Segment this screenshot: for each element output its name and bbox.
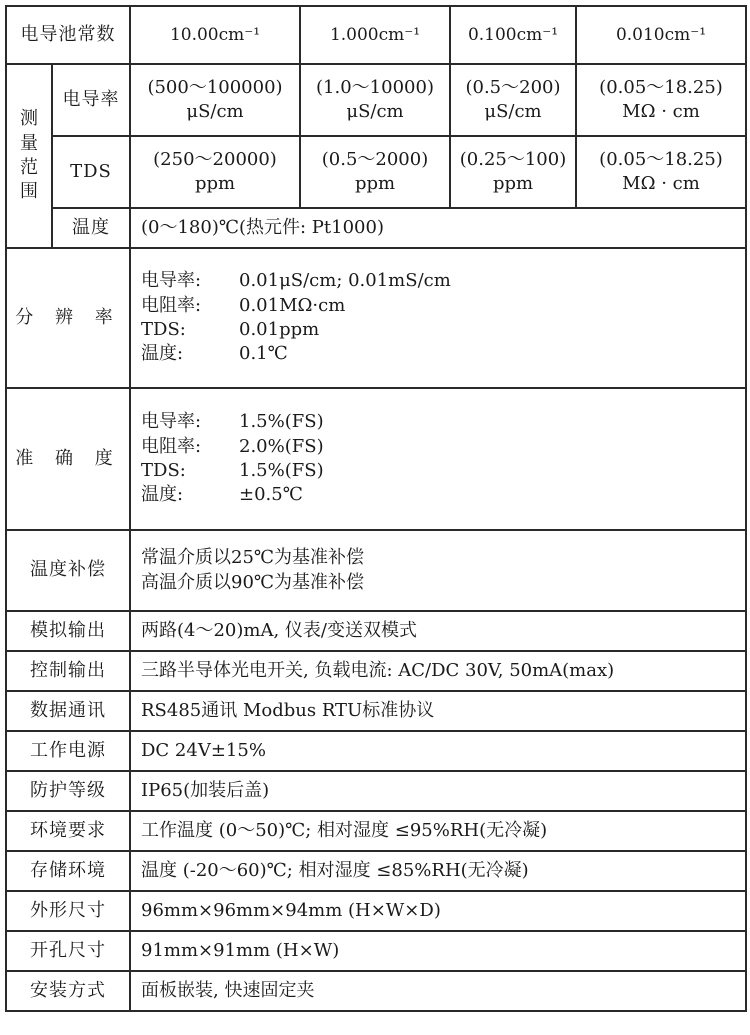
range-temperature-label: 温度 [52, 208, 130, 248]
range-tds-row [6, 136, 746, 208]
header-row [6, 6, 746, 64]
spec-row [6, 851, 746, 891]
resolution-line [141, 294, 745, 318]
range-unit: ppm [354, 173, 396, 194]
range-tds-cell [576, 136, 746, 208]
range-unit: μS/cm [484, 101, 542, 122]
range-group-char: 测 [20, 108, 38, 130]
range-unit: μS/cm [186, 101, 244, 122]
accuracy-label: 准 确 度 [6, 388, 130, 530]
resolution-key: TDS: [141, 319, 186, 340]
accuracy-key: TDS: [141, 460, 186, 481]
temp-comp-label: 温度补偿 [6, 530, 130, 611]
range-value: (0.05～18.25) [599, 148, 723, 170]
accuracy-value: 2.0%(FS) [239, 435, 324, 457]
spec-row-label: 控制输出 [6, 651, 130, 691]
spec-row-label: 安装方式 [6, 971, 130, 1011]
range-conductivity-cell [576, 64, 746, 136]
spec-row-value: RS485通讯 Modbus RTU标准协议 [130, 691, 746, 731]
resolution-key: 温度: [141, 343, 184, 365]
accuracy-line [141, 435, 745, 459]
range-temperature-row [6, 208, 746, 248]
resolution-label: 分 辨 率 [6, 248, 130, 388]
cell-constant-label: 电导池常数 [6, 6, 130, 64]
spec-row-value: 91mm×91mm (H×W) [130, 931, 746, 971]
resolution-key: 电导率: [141, 270, 202, 292]
range-value: (0.25～100) [459, 148, 567, 170]
accuracy-line [141, 459, 745, 483]
spec-row-label: 存储环境 [6, 851, 130, 891]
spec-row [6, 651, 746, 691]
spec-row [6, 931, 746, 971]
spec-row-label: 环境要求 [6, 811, 130, 851]
range-value: (0.5～2000) [321, 148, 429, 170]
spec-row [6, 771, 746, 811]
accuracy-key: 温度: [141, 484, 184, 506]
spec-row [6, 731, 746, 771]
range-unit: MΩ · cm [622, 173, 700, 194]
spec-row-label: 防护等级 [6, 771, 130, 811]
range-conductivity-row [6, 64, 746, 136]
resolution-value: 0.01ppm [239, 319, 320, 340]
temp-comp-row [6, 530, 746, 611]
spec-row [6, 611, 746, 651]
range-group-char: 围 [20, 181, 38, 203]
spec-row-value: IP65(加装后盖) [130, 771, 746, 811]
range-value: (0.05～18.25) [599, 76, 723, 98]
range-value: (0.5～200) [465, 76, 561, 98]
accuracy-key: 电导率: [141, 411, 202, 433]
spec-row [6, 971, 746, 1011]
cell-constant-2: 1.000cm⁻¹ [300, 6, 450, 64]
spec-row-value: 96mm×96mm×94mm (H×W×D) [130, 891, 746, 931]
resolution-values [130, 248, 746, 388]
accuracy-value: ±0.5℃ [239, 484, 303, 506]
spec-row-value: 温度 (-20～60)℃; 相对湿度 ≤85%RH(无冷凝) [130, 851, 746, 891]
range-conductivity-label: 电导率 [52, 64, 130, 136]
resolution-line [141, 269, 745, 293]
temp-comp-values [130, 530, 746, 611]
temp-comp-line: 高温介质以90℃为基准补偿 [141, 571, 365, 593]
spec-row-label: 外形尺寸 [6, 891, 130, 931]
range-tds-label: TDS [52, 136, 130, 208]
range-unit: ppm [194, 173, 236, 194]
range-unit: MΩ · cm [622, 101, 700, 122]
resolution-line [141, 318, 745, 342]
cell-constant-3: 0.100cm⁻¹ [450, 6, 576, 64]
temp-comp-line: 常温介质以25℃为基准补偿 [141, 547, 365, 569]
resolution-key: 电阻率: [141, 294, 202, 316]
range-value: (500～100000) [147, 76, 283, 98]
accuracy-values [130, 388, 746, 530]
range-tds-cell [450, 136, 576, 208]
spec-row-label: 工作电源 [6, 731, 130, 771]
resolution-value: 0.01μS/cm; 0.01mS/cm [239, 270, 451, 292]
accuracy-value: 1.5%(FS) [239, 460, 324, 481]
range-tds-cell [300, 136, 450, 208]
range-conductivity-cell [130, 64, 300, 136]
range-value: (1.0～10000) [316, 76, 434, 98]
range-group-label [6, 64, 52, 248]
range-conductivity-cell [450, 64, 576, 136]
resolution-value: 0.1℃ [239, 343, 288, 365]
spec-row-value: 三路半导体光电开关, 负载电流: AC/DC 30V, 50mA(max) [130, 651, 746, 691]
range-group-char: 范 [20, 157, 38, 178]
accuracy-row [6, 388, 746, 530]
spec-row [6, 891, 746, 931]
range-unit: ppm [492, 173, 534, 194]
accuracy-line [141, 483, 745, 507]
spec-row-label: 开孔尺寸 [6, 931, 130, 971]
range-value: (250～20000) [153, 148, 277, 170]
cell-constant-4: 0.010cm⁻¹ [576, 6, 746, 64]
spec-row-value: DC 24V±15% [130, 731, 746, 771]
spec-row-label: 数据通讯 [6, 691, 130, 731]
spec-row-label: 模拟输出 [6, 611, 130, 651]
range-group-char: 量 [20, 132, 38, 154]
spec-row-value: 面板嵌装, 快速固定夹 [130, 971, 746, 1011]
accuracy-key: 电阻率: [141, 435, 202, 457]
spec-row-value: 工作温度 (0～50)℃; 相对湿度 ≤95%RH(无冷凝) [130, 811, 746, 851]
accuracy-value: 1.5%(FS) [239, 411, 324, 433]
range-unit: μS/cm [346, 101, 404, 122]
range-tds-cell [130, 136, 300, 208]
spec-row [6, 811, 746, 851]
spec-row-value: 两路(4～20)mA, 仪表/变送双模式 [130, 611, 746, 651]
range-conductivity-cell [300, 64, 450, 136]
spec-row [6, 691, 746, 731]
range-temperature-value: (0～180)℃(热元件: Pt1000) [130, 208, 746, 248]
resolution-line [141, 342, 745, 366]
cell-constant-1: 10.00cm⁻¹ [130, 6, 300, 64]
spec-table [5, 5, 747, 1012]
resolution-row [6, 248, 746, 388]
accuracy-line [141, 410, 745, 434]
resolution-value: 0.01MΩ·cm [239, 294, 346, 316]
